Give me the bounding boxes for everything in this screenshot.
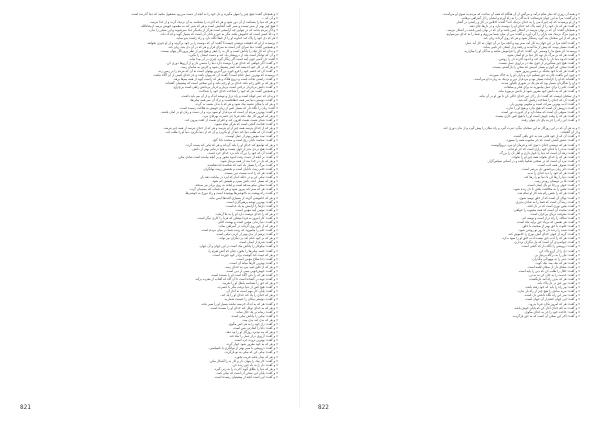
text-line: « و همچنین گفت: دنیا سرای گذر است نه سرای قرار و هر که در آن دل بندد زیان کند. (167, 44, 278, 49)
text-line: « و گفت: آن که خشم خود را فرو خورد بزرگ‌ترین پهلوان است نه آن که مردم را بر زمین زند. (157, 69, 278, 74)
text-line: « و گفت: اندوه دنیا دل را تاریک کند و اندوه آخرت دل را روشن. (497, 56, 580, 61)
text-line: « و گفت: این راه را جز به پای دل نتوان رفت. (520, 118, 580, 123)
text-line: « و هر که دل در خدا بندد از همه بی‌نیاز شود. (219, 158, 278, 163)
left-page (16, 12, 278, 400)
text-line: « و گفت: علم را بیاموزید که زینت شما در میان مردم است. (200, 228, 278, 233)
text-line: « و گفت: راه بهشت به ناخوشی‌ها پوشیده است و راه دوزخ به خوشی‌ها. (184, 191, 278, 196)
text-line: « و به هر آن که در این روزگار به این سخنان بنگرد عبرت گیرد و راه نیکان را پیش گیرد و از بدان دوری کند. (442, 126, 580, 131)
text-line: « و گفت: صفای دل از صفای لقمه است. (527, 264, 580, 269)
text-line: « و گفت: آنچه مرا در این جهان به کار آمد صبر بود و آنچه مرا در آن جهان به کار آید عمل. (464, 40, 580, 45)
text-line: « و گفت: هر که با خود بجنگد بر دشمن پیروز شود. (514, 69, 580, 74)
text-line: « هر که دل خود را پاک کند خداوند او را از خطا نگاه دارد و راه راست بدو نماید. (175, 36, 278, 41)
text-line: « و گفت: ادب بهترین میراث است و نیکویی بهترین یار. (509, 101, 580, 106)
text-line: « و گفت: آن که از خود فانی شد به حق باقی گشت. (512, 134, 580, 139)
right-page (318, 12, 580, 400)
text-line: « و گفت: هر که خود را دید خدای را ندید. (526, 171, 580, 176)
text-line: « و گفت: حاجت خود را جز به خدای مگوی. (524, 309, 580, 314)
text-line: « و هر که از این سخنان پند گیرد رستگار شود و هر که روی گرداند زیان کند. (482, 36, 580, 41)
text-line: « گفت: زبان را نگاه دار که بسیار کس از زبان خویش به هلاکت رسیده است. (179, 105, 278, 110)
text-line: « و گفت: هر که امروز بکارد فردا بدرود. (528, 301, 580, 306)
text-line: « و گفت: آن که خدای را شناخت زبانش کُند شد. (517, 97, 580, 102)
text-line: « و گفت: محبت آن است که همه محبوب را خواهی. (513, 207, 580, 212)
text-line: « و گفت: راستی نجات است و دروغ هلاک و هر که راست گوید از همه بیم‌ها برهد. (172, 77, 278, 82)
text-line: « و از او پرسیدند که چه چیز آدمی را به خدای نزدیک کند؟ گفت: اخلاص در کار و راستی در گفتار. (455, 20, 580, 25)
text-line: « و گفت: درویش آن است که هیچ ندارد و هیچ او را ندارد. (506, 105, 580, 110)
text-line: « و گفت: رضا آن است که قضا را به شادی پذیری. (515, 199, 580, 204)
text-line: « و هر که بیدار باشد فریب نخورد. (234, 354, 278, 359)
text-line: « و هر که در کار خود اندیشه کند کمتر پشیمان شود و کارش به سامان رسد. (180, 65, 278, 70)
text-line: « و گفت: سر این راه نگاه داشتن دل است. (523, 293, 580, 298)
text-line: « و گفت: جوانمردی آن است که بار دیگران برداری. (513, 240, 580, 245)
text-line: « و گفت: به نام خدای آغاز کن که پایان خوش باشد. (513, 305, 580, 310)
text-line: « و گفت: راز خود را به هر کس مگوی. (227, 321, 278, 326)
text-line: « و گفت: دوستی نیکان را غنیمت شمارید. (223, 297, 278, 302)
text-line: « و هر که از خلق امید ببرد به خدای رسد. (224, 264, 278, 269)
text-line: « و گفت: گریه از خوف خدای آتش دوزخ را خاموش کند. (507, 232, 580, 237)
text-line: « و هر که امروز کار نیک نکند فردا جز حسرت بهره‌ای نبرد. (202, 113, 278, 118)
text-line: « و گفت: دل‌ها را آرامش به یاد خداست. (225, 203, 278, 208)
text-line: « و بدان که عمر کوتاه است و راه دراز و توشه اندک و از آن بیم باید داشت. (180, 93, 278, 98)
text-line: « و هر که از حق روی گرداند در گمراهی بماند. (218, 224, 278, 229)
text-line: « و گفت: هر که بدین راه آمد بازنگشت. (528, 277, 580, 282)
text-line: « و گفت: توکل آن است که از خلق نومید شوی. (518, 195, 580, 200)
text-line: « و گفت: هر که را وقت خوش است او را با هیچ کس کاری نیست. (494, 113, 580, 118)
text-line: « و هر که پند نپذیرد روزگار او را پند دهد. (225, 330, 278, 335)
text-line: « و گفت: دانا را اشارتی بس است. (232, 326, 278, 331)
text-line: « و گفت: بنده را با خدای خود رازی است که جز او نداند. (507, 146, 580, 151)
text-line: « و گفت: شرم از ایمان است. (238, 240, 278, 245)
text-line: « و گفت: هر که نیک بیند نیک گوید. (535, 260, 580, 265)
text-line: « و هر که بر خلق رحم نکند خدای بر او رحم نکند و این سخنی است که پیشینیان گفته‌اند. (164, 81, 278, 86)
text-line: « و گفت: بلا بر دوستان زودتر رسد. (534, 179, 580, 184)
text-line: « و گفت: هر که بر مرگ دل نهد کار دنیا بر او آسان شود. (506, 52, 580, 57)
text-line: « و گفت: کار نیک را پنهان دار و کار بد را آشکار مکن. (209, 358, 278, 363)
text-line: « و او را شاگردان بسیار بود که هر یک در شهری نام‌آور شدند. (500, 81, 580, 86)
text-line: « و گفت: هر نفسی که بی‌یاد حق برآید تباه است. (516, 219, 580, 224)
text-line: « و گفت: نیکی کن که نیکی به تو بازگردد. (224, 350, 278, 355)
text-line: « و گفت: عمر را به بیهودگی مگذران. (531, 256, 580, 261)
text-line: « گفت: دل آدمی چون آینه است اگر زنگار گیرد چیزی در آن پیدا نیاید. (189, 56, 278, 61)
text-line: « و گفت: این جهان کشتزار آن جهان است. (524, 297, 580, 302)
text-line: « و هر که با نیکان نشیند نیک شود و هر که با بدان نشیند بد گردد. (194, 101, 278, 106)
right-page-text (318, 12, 580, 318)
text-line: « و گفت: دنیا را رها کن تا دنیا تو را رها کند. (523, 175, 580, 180)
text-line: « و گفت: صحبت نادان رنج است و صحبت دانا گنج. (212, 138, 278, 143)
text-line: « و گفت: عشق آتشی است که جز محبوب همه را بسوزد. (505, 138, 580, 143)
right-page-number: 822 (318, 404, 329, 411)
text-line: « هیچ چیز بهتر از صبر نیست و صبر کلید گشایش است و هر که صبر کند به مقصود خویش برسد ان‌شاءالله. (140, 24, 278, 29)
text-line: « و گفت: هر که به دانش خود مغرور شود از دانش بی‌بهره ماند. (497, 89, 580, 94)
left-page-text (16, 12, 278, 379)
text-line: « و گفت: معرفت دریای بی‌کران است. (529, 211, 580, 216)
text-line: « و گفت: درویشی را نگاه دار که گنجی است. (521, 244, 580, 249)
text-line: « و گفت: دانش بی‌کردار درختی است بی‌بار و کردار بی‌دانش راهی است بی‌چراغ. (173, 85, 278, 90)
text-line: « و همه آن روزی که نماز شام درآمد و مرگش از آن هنگام که همه آن ساعت که مردم به سوی او می‌آمدند. (442, 12, 580, 16)
text-line: « و گفت: حلال را طلب کن که دین را پایه است. (518, 268, 580, 273)
text-line: « و گفت: توبه در گشاده است تا آن گاه که آفتاب از مغرب برآید. (194, 277, 278, 282)
text-line: « و گفت: خلوت با حق بهتر از صحبت با خلق. (521, 224, 580, 229)
text-line: « و گفت: نیکی را پاداش نیکی است. (230, 313, 278, 318)
text-line: « و هر که دنیا را بشناسد از آن دور شود و هر که آخرت را بشناسد به آن نزدیک گردد و از خدا بترسد. (149, 20, 278, 25)
text-line: « و گفت: پایان کار مهم است نه آغاز آن. (225, 289, 278, 294)
text-line: « و گفته‌اند که او را کرامات بسیار بود و مردم از دور و نزدیک به زیارت او می‌آمدند. (473, 77, 580, 82)
text-line: « و گفت: پرهیز از بدی بهتر از کردن نیکی است. (215, 232, 278, 237)
text-line: « و گفت: زمانه بر یک حال نماند. (235, 309, 278, 314)
text-line: « و اگر مردم بدانند که در تنهایی چه آرامشی است هرگز از یکدیگر جدا نمی‌شوند و این سخن را بدان. (148, 28, 278, 33)
text-line: « و همچنان گفت: آن که در نهان بترسد در آشکار ایمن باشد و آن که در نهان ایمن باشد در آشکار بترسد. (446, 28, 580, 33)
text-line: « و آن که ... (261, 16, 278, 21)
text-line: « و هر که بسیار خندد دلش بمیرد و هیبتش کم شود. (211, 179, 278, 184)
text-line: « و گفت: قناعت گنجی است که هرگز تمام نشود. (214, 122, 278, 127)
text-line: « و گفت: خوف و رجا دو بال ایمان است. (526, 183, 580, 188)
text-line: « و هر که به خدای توکل کند خدای او را بسنده است. (209, 305, 278, 310)
text-line: « و گفت: تصوف همه ادب است. (537, 162, 580, 167)
text-line: « و هر که غیبت کند گوشت برادر خود خورده است. (212, 252, 278, 257)
text-line: « و گفت: بهترین کارها میانه آن است. (229, 260, 278, 265)
text-line: « و گفت: هیچ کس از دنیا نرفت مگر با حسرت. (216, 285, 278, 290)
text-line: « و گفت: دنیا زندان مؤمن است و بهشت کافر. (217, 219, 278, 224)
text-line: « و گفت: هر که را خدای بخواند همه چیز او را بخواند. (511, 154, 580, 159)
text-line: « و هر که بر خود حکم کند بر دیگران نیز تواند. (218, 236, 278, 241)
text-line: « و چون مرگ نزدیک شد یاران را گرد آورد و گفت: من از میان شما می‌روم و شما را به خدای می‌سپارم. (445, 32, 580, 37)
text-line: « و گفت: مرگ را بسیار یاد کنید که شکننده لذت‌هاست. (206, 162, 278, 167)
text-line: « پرسیدند: ای شیخ ما را وصیتی کن. گفت: خدای را فراموش مکنید و بندگان او را میازارید. (463, 48, 580, 53)
text-line: « و گفت: مرد آن است که در سختی شکیبا باشد و در آسانی سپاس‌گزار. (487, 158, 580, 163)
text-line: « و هر که را خدای دوست دارد او را به بلا آزماید. (215, 211, 278, 216)
text-line: « و گفت: دل را به یاد حق زنده کن. (232, 362, 278, 367)
text-line: « و گفت: آخر این سخن آن است که به حق بازگردید. (512, 313, 580, 318)
text-line: « و گفت: هر که را ادب حق نیست ادب خلق او را سود ندارد. (501, 236, 580, 241)
text-line: « و گفت: سخن کم گوی و بسیار اندیش که سخن را بازگشتی نیست. (492, 65, 580, 70)
page-gutter (299, 8, 300, 408)
text-line: « و گفت: بهترین توشه پرهیزگاری است. (226, 199, 278, 204)
text-line: « و گفت: نیت مؤمن بهتر از عمل اوست. (225, 134, 278, 139)
text-line: « و گفت: هر که صبر کند پیروز شود و هر که شتاب کند پشیمان گردد. (189, 187, 278, 192)
text-line: « و هر که به خود مغرور شود خوار گردد. (225, 342, 278, 347)
text-line: « و گفت: این است آنچه از پیشینیان رسیده است. (214, 374, 278, 379)
text-line: « و گفت: اگر خواهی که خدای تو را دوست دارد دنیا را دشمن دار و از آرزوها دوری کن. (166, 60, 278, 65)
text-line: « پرسیدند از او که حقیقت دوستی چیست؟ گفت: آن که دوست را بر خود برگزیند و از او چیزی نخواهد. (146, 40, 278, 45)
text-line: « و دانا کسی است که خاموش باشد مگر به حق و نادان آن است که بسیار گوید و اندک داند. (160, 32, 278, 37)
text-line: « و گفت: نیکوکار را پاداش نیک است در این جهان و آن جهان. (198, 244, 278, 249)
text-line: « و گفت: هر که دوستی خدای دعوی کند و فرمان او نبرد دروغ‌گوست. (490, 142, 580, 147)
left-page-number: 821 (20, 404, 31, 411)
text-line: « و گفت: سخن نیکو صدقه است و لبخند به روی برادر نیز صدقه. (194, 183, 278, 188)
text-line: « و گفت: علم را برای عمل بیاموزید نه برای فخر و مباهات. (503, 85, 580, 90)
text-line: « و گفت: شب را زنده دار تا روز تو روشن شود. (518, 228, 580, 233)
text-line: « و گفت: هر که را دلی آگاه است او را بسنده است. (210, 273, 278, 277)
text-line: « و گفت: هر که را ادب نیست دین نیست. (223, 171, 278, 176)
text-line: « و گفت: مؤمن آینه مؤمن است. (235, 207, 278, 212)
text-line: « و همچنین گفت: هر که خود را شناخت خدای خود را شناخت. (198, 89, 278, 94)
text-line: « و هر که خدای را یاد کند خدای او را یاد کند. (220, 293, 278, 298)
text-line: « و بدان که کار نیک را پاداش است و کار بد را کیفر و هیچ چیز از نظر پروردگار پنهان نیست. (160, 48, 278, 53)
text-line: « و آن که توانگر است باید از درویشان یاد کند و دست ایشان را بگیرد. (188, 52, 278, 57)
text-line: « و او گفت: مرا به این جهان فرستادند تا بندگان را به راه آورم و ایشان را از گمراهی برهانم. (461, 16, 580, 21)
text-line: « و هر که تواضع کند خدای او را بلند گرداند و هر که تکبر کند پست گردد. (185, 142, 278, 147)
text-line: « و گفت: مرید صادق را هیچ چیز از راه باز ندارد. (517, 289, 580, 294)
text-line: « و گفت: خوش‌خویی نیمی از دین است. (225, 268, 278, 273)
text-line: « و گفت: خدمت را به جان کن نه به تن. (528, 273, 580, 277)
text-line: « و گفت: یقین نوری است که در دل افتد. (526, 203, 580, 208)
text-line: « و گفت: پایان این سخن آن است که نیکی کنید. (215, 370, 278, 375)
text-line: « و گفت: بهترین مردم آن است که مردم از او سود برند و از دست و زبان او در امان باشند. (160, 109, 278, 114)
text-line: « و گفت: دل را از آرزو پاک کن. (538, 248, 580, 253)
text-line: « و گفت: حلم زینت دانایان است و بخشش زینت توانگران. (202, 166, 278, 171)
text-line: « و گفت: زهد آن است که دنیا را خوار داری و اهل آن را بزرگ. (499, 150, 580, 155)
text-line: « و هر که از خدای بترسد همه چیز از او بترسد و هر که از خدای نترسد از همه چیز بترسد. (163, 126, 278, 131)
text-line: « و از سخنان اوست که گفت: دل را از غیر خدای خالی کن تا نور او در آن بتابد. (478, 93, 580, 98)
text-line: « و گفت: هر که دل خود را از کینه پاک کند خدای او را دوست دارد و در دل‌ها جای دهد. (468, 24, 580, 29)
text-line: « و گفت: درویشی با صبر بهتر از توانگری با ناسپاسی. (208, 346, 278, 351)
text-line: « پرسیدند که بهترین عمل کدام است؟ گفت: آن که پنهان باشد و جز خدای کسی از آن آگاه نباشد. (153, 73, 278, 78)
text-line: « و گفت: نفس را به مخالفت بکش تا دل زنده شود. (513, 187, 580, 192)
text-line: و از آن گفته‌اند. (560, 130, 580, 135)
text-line: « و گفت: دوستی دنیا سر همه خطاهاست و ترک آن سر همه نیکی‌ها. (189, 97, 278, 102)
text-line: « و هر که بدی کند بدی بیند. (242, 317, 278, 322)
text-line: « و گفت: بسیار بودند که پیش از ما آمدند و رفتند و از ایشان جز نامی نماند. (482, 44, 580, 49)
text-line: « و گفت: دعا سلاح مؤمن است. (236, 256, 278, 261)
text-line: « و گفت: نیکی کن و در دجله انداز که ایزد در بیابانت دهد باز. (199, 175, 278, 180)
text-line: « و گفت: بر آنچه از دست رفت اندوه مخور و بر آنچه نیامده است شادی مکن. (177, 154, 278, 159)
text-line: « و هر که دنیا را طلاق گوید آخرت را به زنی گیرد. (213, 366, 278, 371)
text-line: « و چون این بگفت جان به حق تسلیم کرد و یاران او را به خاک سپردند. (488, 73, 580, 78)
text-line: « و گفت: نور حق در دل پاک تابد. (536, 281, 580, 286)
text-line: « و هر که خاموشی گزیند از بسیاری آفت‌ها ایمن ماند. (208, 195, 278, 200)
text-line: « و گفت: آن که طلب دنیا کند دنیا از او بگریزد و آن که از دنیا بگریزد دنیا او را طلب کند. (165, 130, 278, 135)
text-line: « و گفت: کار امروز به فردا میفکن که فردا را کاری دیگر است. (197, 215, 278, 220)
text-line: « و گفت: هیچ دردی بدتر از جهل نیست و هیچ درمانی بهتر از دانش. (191, 146, 278, 151)
text-line: « و گفت: هر که به اندک خرسند نباشد بسیار او را سیر نکند. (200, 301, 278, 306)
text-line: « و گفت: پیر راه را باید که خود رفته باشد. (524, 285, 580, 290)
text-line: « و گفت: حسد نیکی‌ها را بخورد چنان که آتش هیزم را. (207, 248, 278, 253)
text-line: « و همچنان گفت: هیچ چیز را سهل مگیرید و دل خود را به آنچه از دست می‌رود مشغول مکنید که دنیا گذرنده است. (130, 12, 278, 16)
text-line: « و گفت: هیچ چیز سنگین‌تر از خوی نیک در ترازوی عمل نیست. (498, 60, 580, 65)
text-line: « و گفت: آرزوی دراز عمل را تباه کند. (228, 334, 278, 339)
text-line: « و گفت: هر که را نفس رام شد کار او تمام شد. (517, 191, 580, 196)
text-line: « و گفت: ذکر زبان بی‌حضور دل بی‌ثمر است. (521, 166, 580, 171)
text-line: « و گفت: شکر نعمت نعمت افزون کند و کفران نعمت از کفت بیرون کند. (184, 118, 278, 123)
text-line: « و گفت: نیاز را به درگاه بی‌نیاز بر. (534, 252, 580, 257)
text-line: « و گفت: صوفی آن است که صفا دارد و از کدورت دور است. (500, 109, 580, 114)
text-line: « و گفت: آن که خود را بزرگ داند نزد خدای خرد است. (207, 150, 278, 155)
text-line: « و گفت: سالک را راه دراز است و توشه کم. (521, 215, 580, 220)
text-line: « و گفت: بهترین ثروت خرد است. (234, 338, 278, 343)
text-line: « و هر که حق را بشناسد باطل او را نفریبد. (221, 281, 278, 286)
